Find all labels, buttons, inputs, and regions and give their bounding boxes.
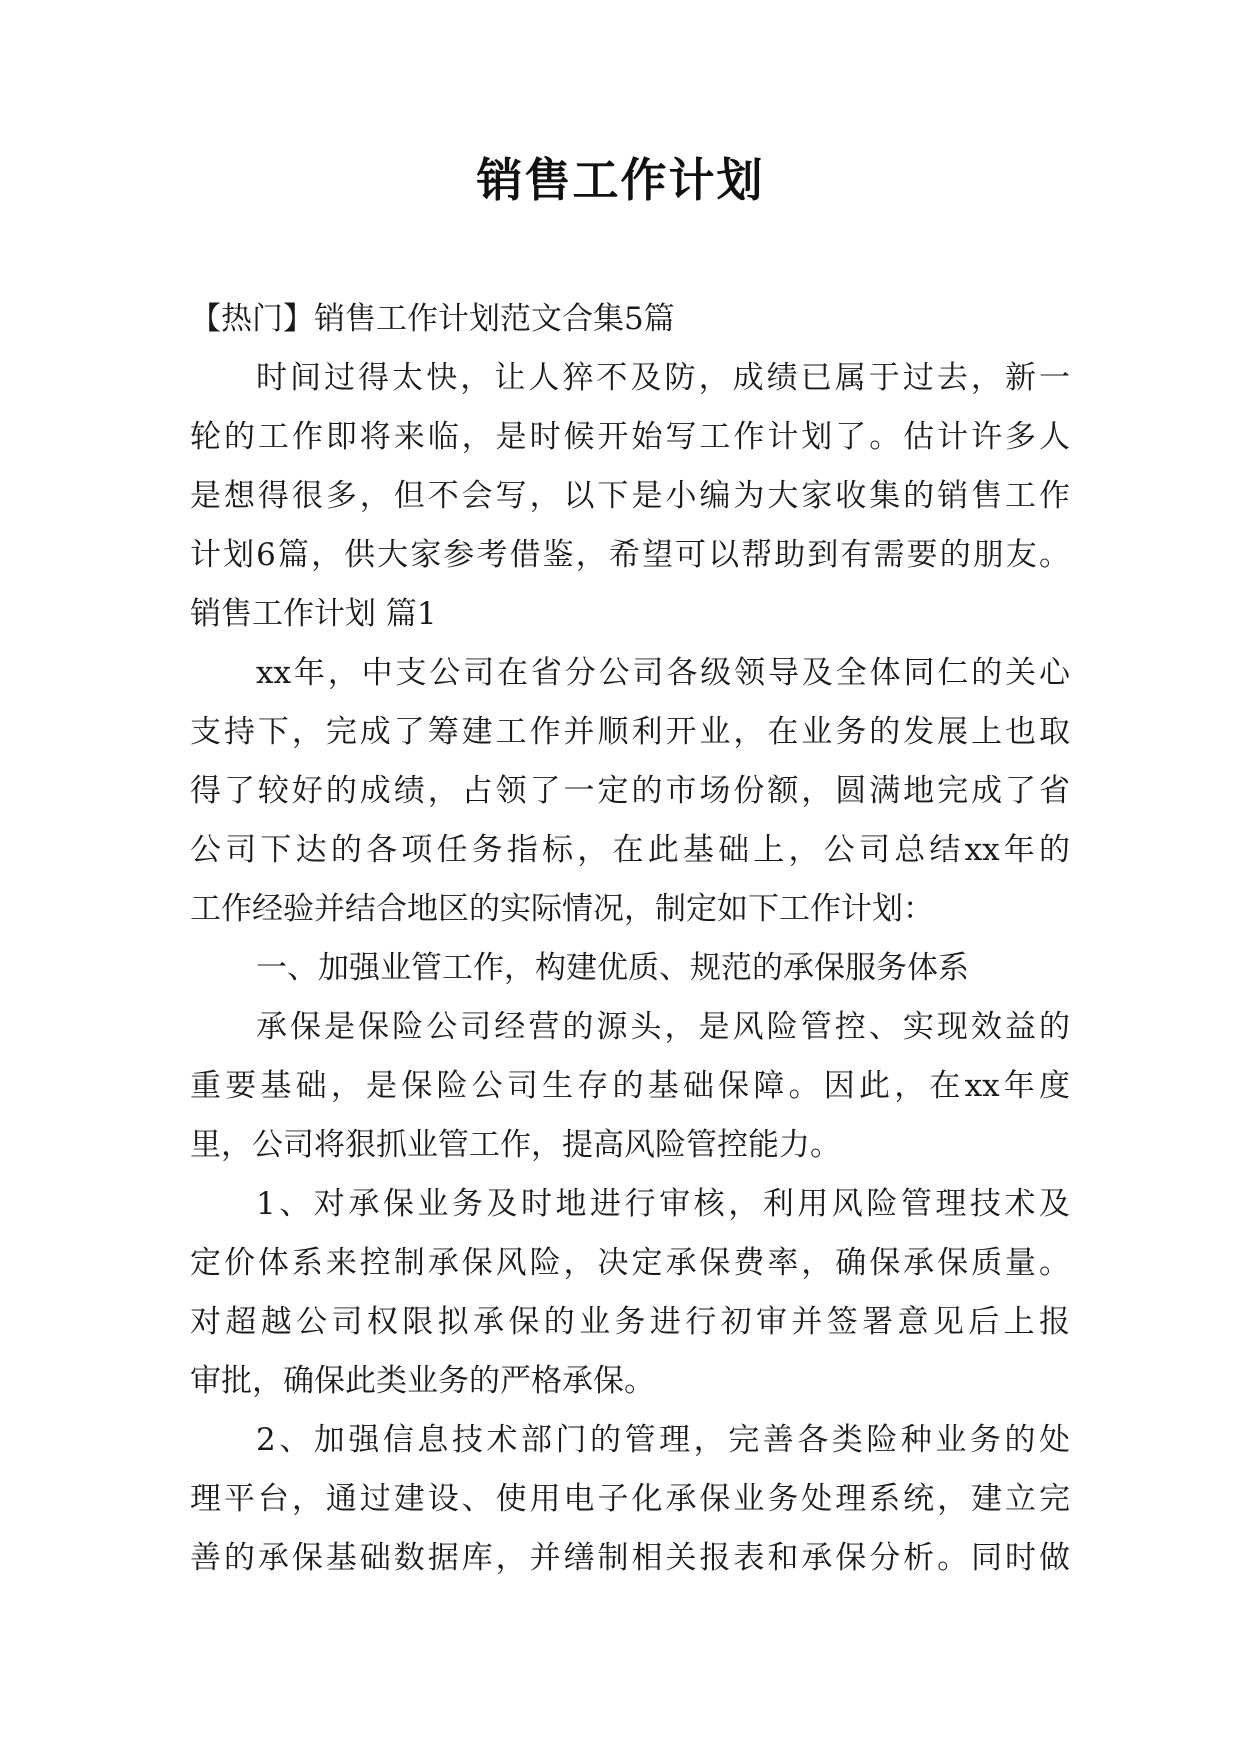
text-line: 轮的工作即将来临，是时候开始写工作计划了。估计许多人 (190, 419, 1070, 455)
text-line: 重要基础，是保险公司生存的基础保障。因此，在xx年度 (190, 1068, 1070, 1104)
text-line: 时间过得太快，让人猝不及防，成绩已属于过去，新一 (256, 360, 1070, 396)
text-line: 公司下达的各项任务指标，在此基础上，公司总结xx年的 (190, 832, 1070, 868)
text-line: 【热门】销售工作计划范文合集5篇 (190, 301, 675, 337)
text-line: 定价体系来控制承保风险，决定承保费率，确保承保质量。 (190, 1245, 1070, 1281)
text-line: 工作经验并结合地区的实际情况，制定如下工作计划： (190, 891, 934, 927)
text-line: 承保是保险公司经营的源头，是风险管控、实现效益的 (256, 1009, 1070, 1045)
text-line: 销售工作计划 篇1 (190, 596, 437, 632)
text-line: 里，公司将狠抓业管工作，提高风险管控能力。 (190, 1127, 841, 1163)
text-line: 审批，确保此类业务的严格承保。 (190, 1363, 655, 1399)
text-line: 一、加强业管工作，构建优质、规范的承保服务体系 (256, 950, 969, 986)
text-line: 对超越公司权限拟承保的业务进行初审并签署意见后上报 (190, 1304, 1070, 1340)
text-line: 得了较好的成绩，占领了一定的市场份额，圆满地完成了省 (190, 773, 1070, 809)
text-line: 善的承保基础数据库，并缮制相关报表和承保分析。同时做 (190, 1540, 1070, 1576)
text-line: 计划6篇，供大家参考借鉴，希望可以帮助到有需要的朋友。 (190, 537, 1070, 573)
text-line: 2、加强信息技术部门的管理，完善各类险种业务的处 (256, 1422, 1070, 1458)
document-title: 销售工作计划 (476, 153, 765, 207)
document-body (190, 290, 1070, 1588)
text-line: 支持下，完成了筹建工作并顺利开业，在业务的发展上也取 (190, 714, 1070, 750)
text-line: xx年，中支公司在省分公司各级领导及全体同仁的关心 (256, 655, 1070, 691)
text-line: 是想得很多，但不会写，以下是小编为大家收集的销售工作 (190, 478, 1070, 514)
text-line: 理平台，通过建设、使用电子化承保业务处理系统，建立完 (190, 1481, 1070, 1517)
text-line: 1、对承保业务及时地进行审核，利用风险管理技术及 (256, 1186, 1070, 1222)
